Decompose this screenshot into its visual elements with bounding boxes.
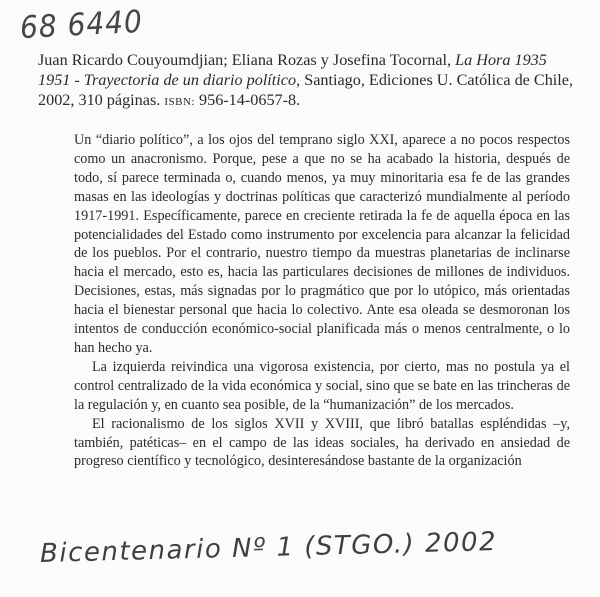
paragraph: La izquierda reivindica una vigorosa existencia, por cierto, mas no postula ya el control centralizado de la vida económica y social, sino que se bate en las trincheras de la regulación y, en cuanto sea posible, de la “humanización” de los mercados.	[74, 358, 570, 413]
review-body	[74, 131, 570, 471]
citation-isbn: 956-14-0657-8.	[194, 91, 301, 109]
book-citation	[38, 50, 583, 112]
handwritten-source-note: Bicentenario Nº 1 (STGO.) 2002	[39, 527, 498, 569]
paragraph: El racionalismo de los siglos XVII y XVIII, que libró batallas espléndidas –y, también, patéticas– en el campo de las ideas sociales, ha derivado en ansiedad de progreso científico y tecnológico, desinteresándose bastante de la organización	[74, 415, 570, 470]
citation-title: La Hora 1935 1951 - Trayectoria de un diario político	[38, 51, 547, 89]
handwritten-catalog-number: 68 6440	[19, 3, 144, 46]
citation-publisher: , Santiago, Ediciones U. Católica de Chile, 2002, 310 páginas.	[38, 71, 574, 109]
paragraph: Un “diario político”, a los ojos del temprano siglo XXI, aparece a no pocos respectos como un anacronismo. Porque, pese a que no se ha acabado la historia, después de todo, sí parece terminada o, cuando menos, ya muy minoritaria esa fe de las grandes masas en las ideologías y doctrinas políticas que caracterizó mundialmente al período 1917-1991. Específicamente, parece en creciente retirada la fe de aquella época en las potencialidades del Estado como instrumento por excelencia para alcanzar la felicidad de los pueblos. Por el contrario, nuestro tiempo da muestras planetarias de inclinarse hacia el mercado, esto es, hacia las particulares decisiones de millones de individuos. Decisiones, estas, más signadas por lo pragmático que por lo utópico, más orientadas hacia el bienestar personal que hacia lo colectivo. Ante esa oleada se desmoronan los intentos de conducción económico-social planificada más o menos centralmente, o lo han hecho ya.	[74, 132, 570, 356]
citation-authors: Juan Ricardo Couyoumdjian; Eliana Rozas y Josefina Tocornal,	[38, 51, 456, 69]
citation-isbn-label: ISBN:	[164, 96, 195, 108]
